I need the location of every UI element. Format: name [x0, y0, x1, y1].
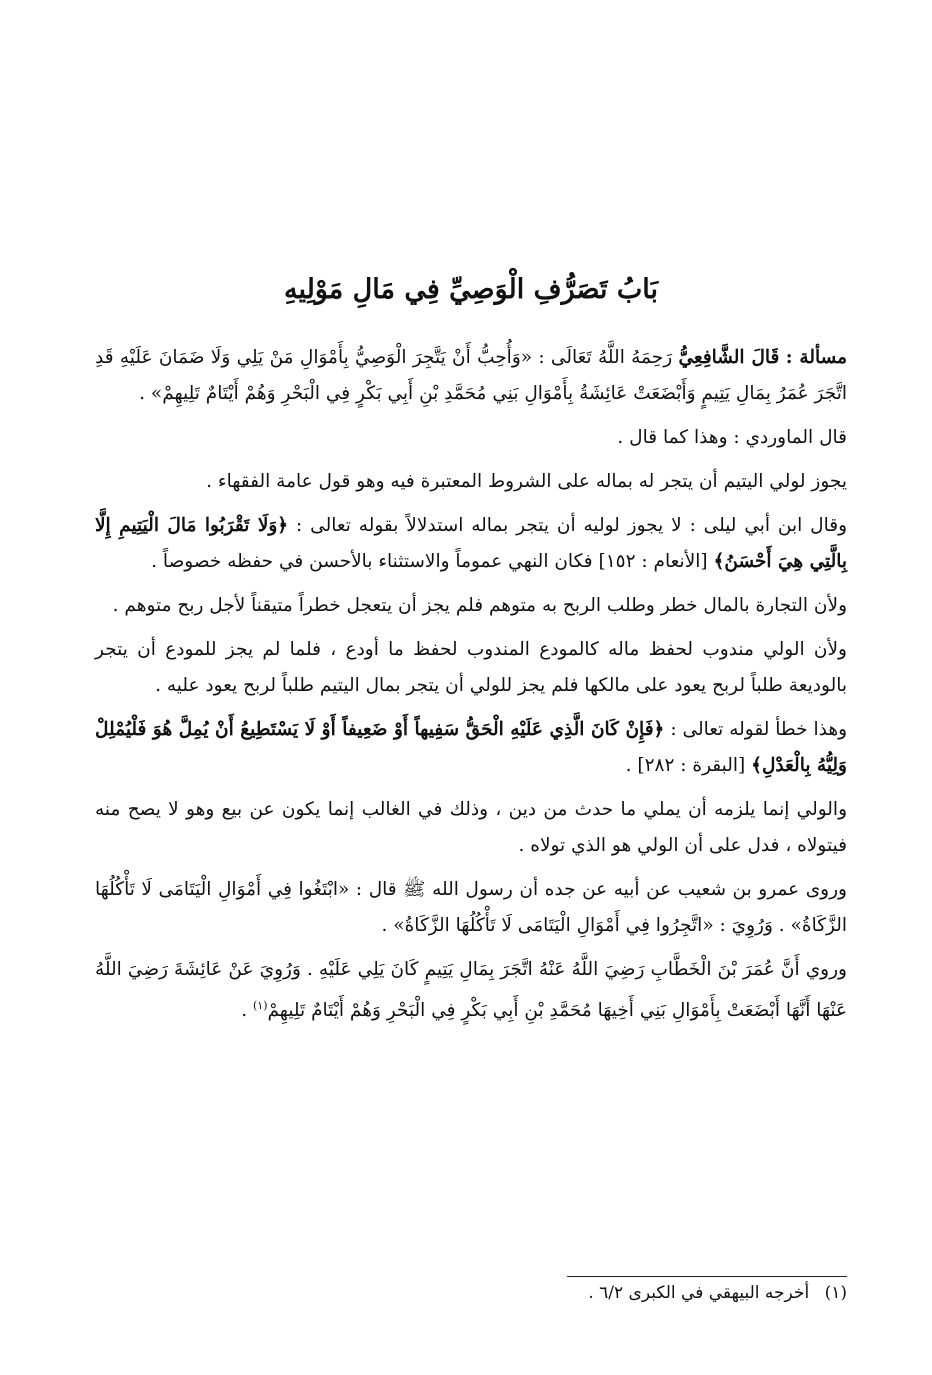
paragraph-5: ولأن الولي مندوب لحفظ ماله كالمودع المندوب لحفظ ما أودع ، فلما لم يجز للمودع أن يتجر بالوديعة طلباً لربح يعود على مالكها فلم يجز للولي أن يتجر بمال اليتيم طلباً لربح يعود عليه .: [95, 639, 847, 696]
quran-verse: ﴿فَإِنْ كَانَ الَّذِي عَلَيْهِ الْحَقُّ سَفِيهاً أَوْ ضَعِيفاً أَوْ لَا يَسْتَطِيعُ أَنْ يُمِلَّ هُوَ فَلْيُمْلِلْ وَلِيُّهُ بِالْعَدْلِ﴾: [95, 719, 847, 776]
paragraph-3-citation: [الأنعام : ١٥٢] فكان النهي عموماً والاستثناء بالأحسن في حفظه خصوصاً .: [151, 551, 708, 572]
issue-label: مسألة :: [785, 347, 848, 368]
chapter-title: بَابُ تَصَرُّفِ الْوَصِيِّ فِي مَالِ مَوْلِيهِ: [283, 274, 659, 305]
issue-paragraph: [95, 340, 847, 412]
issue-speaker: قَالَ الشَّافِعِيُّ: [678, 347, 780, 368]
paragraph-9-end: .: [241, 1000, 248, 1022]
paragraph-3-text: وقال ابن أبي ليلى : لا يجوز لوليه أن يتجر بماله استدلالاً بقوله تعالى :: [296, 515, 848, 536]
paragraph-9: [95, 952, 847, 1029]
footnote-text: أخرجه البيهقي في الكبرى ٦/٢ .: [588, 1283, 810, 1303]
paragraph-6-citation: [البقرة : ٢٨٢] .: [625, 755, 746, 776]
footnote-reference: (١): [252, 999, 268, 1012]
paragraph-8: وروى عمرو بن شعيب عن أبيه عن جده أن رسول الله ﷺ قال : «ابْتَغُوا فِي أَمْوَالِ الْيَتَامَى لَا تَأْكُلُهَا الزَّكَاةُ» . وَرُوِيَ : «اتَّجِرُوا فِي أَمْوَالِ الْيَتَامَى لَا تَأْكُلُهَا الزَّكَاةُ» .: [95, 879, 847, 936]
paragraph-7: والولي إنما يلزمه أن يملي ما حدث من دين ، وذلك في الغالب إنما يكون عن بيع وهو لا يصح منه فيتولاه ، فدل على أن الولي هو الذي تولاه .: [95, 799, 847, 856]
quran-verse: ﴿وَلَا تَقْرَبُوا مَالَ الْيَتِيمِ إِلَّا بِالَّتِي هِيَ أَحْسَنُ﴾: [95, 515, 847, 572]
paragraph-2: يجوز لولي اليتيم أن يتجر له بماله على الشروط المعتبرة فيه وهو قول عامة الفقهاء .: [206, 471, 847, 492]
paragraph-6-text: وهذا خطأ لقوله تعالى :: [670, 719, 848, 740]
paragraph-1: قال الماوردي : وهذا كما قال .: [617, 427, 847, 448]
paragraph-6: [95, 712, 847, 784]
footnote: [95, 1278, 847, 1308]
paragraph-3: [95, 508, 847, 580]
page-body: [95, 270, 847, 1037]
paragraph-9-text: وروي أَنَّ عُمَرَ بْنَ الْخَطَّابِ رَضِيَ اللَّهُ عَنْهُ اتَّجَرَ بِمَالِ يَتِيمٍ كَانَ يَلِي عَلَيْهِ . وَرُوِيَ عَنْ عَائِشَةَ رَضِيَ اللَّهُ عَنْهَا أَنَّهَا أَبْضَعَتْ بِأَمْوَالِ بَنِي أَخِيهَا مُحَمَّدِ بْنِ أَبِي بَكْرٍ فِي الْبَحْرِ وَهُمْ أَيْتَامٌ تَلِيهِمْ: [95, 959, 847, 1022]
footnote-rule: [567, 1276, 847, 1277]
issue-text: رَحِمَهُ اللَّهُ تَعَالَى : «وَأُحِبُّ أَنْ يَتَّجِرَ الْوَصِيُّ بِأَمْوَالِ مَنْ يَلِي وَلَا ضَمَانَ عَلَيْهِ قَدِ اتَّجَرَ عُمَرُ بِمَالِ يَتِيمٍ وَأَبْضَعَتْ عَائِشَةُ بِأَمْوَالِ بَنِي مُحَمَّدِ بْنِ أَبِي بَكْرٍ فِي الْبَحْرِ وَهُمْ أَيْتَامٌ تَلِيهِمْ» .: [95, 347, 847, 404]
paragraph-4: ولأن التجارة بالمال خطر وطلب الربح به متوهم فلم يجز أن يتعجل خطراً متيقناً لأجل ربح متوهم .: [112, 595, 847, 616]
footnote-number: (١): [824, 1283, 847, 1303]
